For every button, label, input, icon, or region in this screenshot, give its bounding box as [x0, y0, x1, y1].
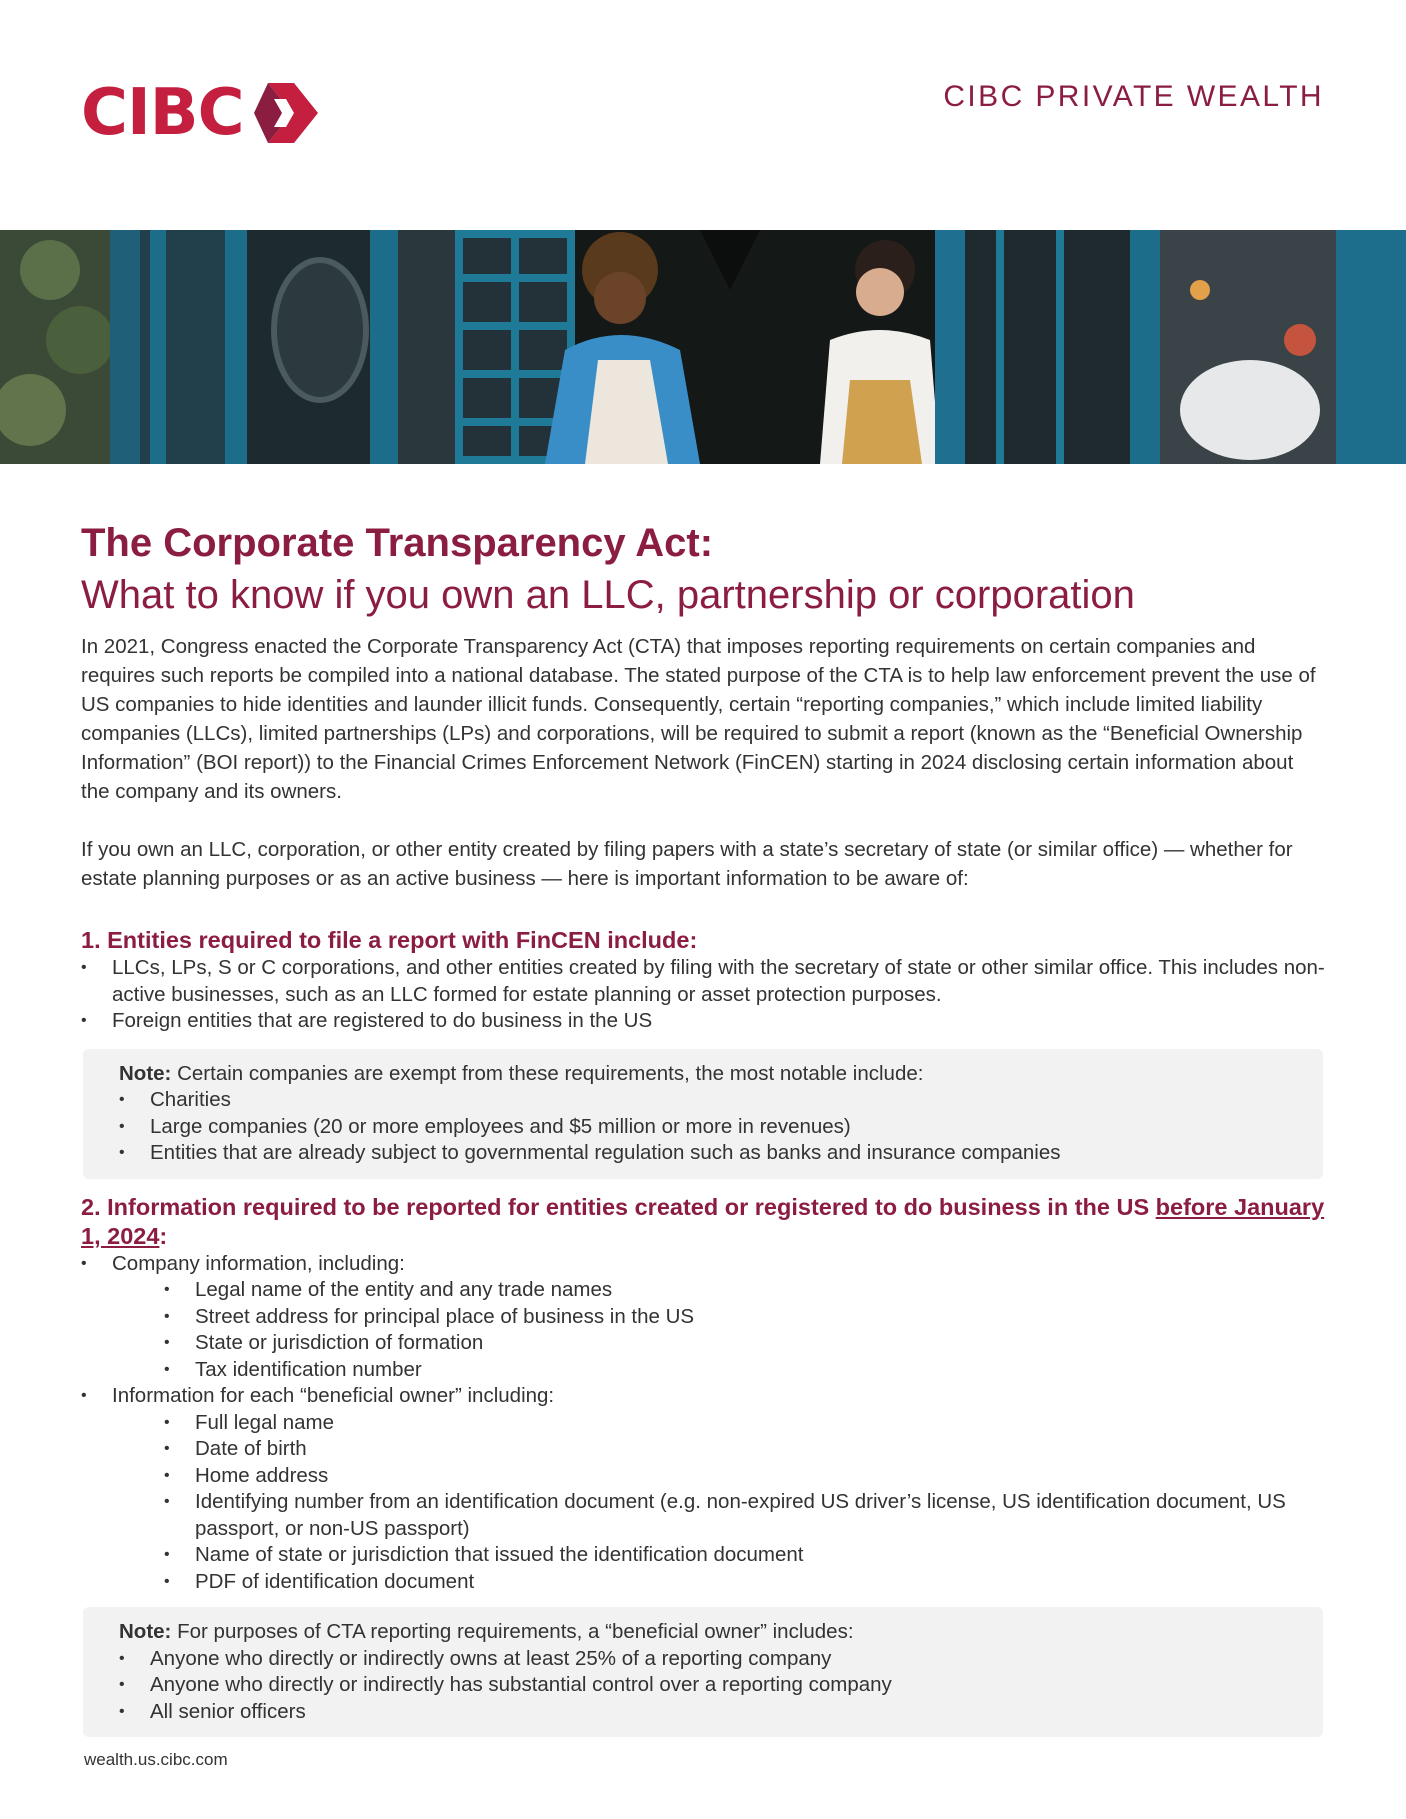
company-info-label: Company information, including:: [112, 1251, 405, 1275]
note-label: Note:: [119, 1061, 172, 1085]
note-list: [119, 1087, 1303, 1167]
list-item: [81, 1383, 1325, 1410]
list-item: [81, 1251, 1325, 1278]
note-heading: [119, 1619, 1303, 1646]
list-item: • Full legal name: [81, 1410, 1325, 1437]
list-item: • PDF of identification document: [81, 1569, 1325, 1596]
note-text: For purposes of CTA reporting requirements, a “beneficial owner” includes:: [177, 1620, 854, 1643]
section-2-heading-text: 2. Information required to be reported for entities created or registered to do business in the US: [81, 1193, 1156, 1220]
list-item: • State or jurisdiction of formation: [81, 1330, 1325, 1357]
diamond-logo-icon: [248, 81, 320, 145]
note-heading: [119, 1061, 1303, 1088]
company-info-list: [81, 1277, 1325, 1383]
list-item: • Anyone who directly or indirectly owns at least 25% of a reporting company: [119, 1646, 1303, 1673]
note-exemptions: [83, 1049, 1323, 1179]
list-item: • Street address for principal place of business in the US: [81, 1304, 1325, 1331]
owner-info-list: [81, 1410, 1325, 1596]
section-2-list-b: [81, 1383, 1325, 1410]
note-label: Note:: [119, 1620, 172, 1643]
note-list: [119, 1646, 1303, 1726]
logo-text: CIBC: [81, 76, 244, 150]
page-subtitle: What to know if you own an LLC, partnership or corporation: [81, 573, 1135, 617]
brand-name: CIBC PRIVATE WEALTH: [943, 80, 1324, 113]
note-text: Certain companies are exempt from these requirements, the most notable include:: [177, 1061, 924, 1085]
list-item: • Legal name of the entity and any trade names: [81, 1277, 1325, 1304]
section-2-heading-colon: :: [159, 1222, 168, 1249]
cibc-logo: [81, 76, 320, 150]
list-item: • LLCs, LPs, S or C corporations, and other entities created by filing with the secretary of state or other similar office. This includes non-active businesses, such as an LLC formed for estate planning or asset protection purposes.: [81, 955, 1325, 1008]
list-item: • All senior officers: [119, 1699, 1303, 1726]
intro-paragraph-1: In 2021, Congress enacted the Corporate Transparency Act (CTA) that imposes reporting requirements on certain companies and requires such reports be compiled into a national database. The stated purpose of the CTA is to help law enforcement prevent the use of US companies to hide identities and launder illicit funds. Consequently, certain “reporting companies,” which include limited liability companies (LLCs), limited partnerships (LPs) and corporations, will be required to submit a report (known as the “Beneficial Ownership Information” (BOI report)) to the Financial Crimes Enforcement Network (FinCEN) starting in 2024 disclosing certain information about the company and its owners.: [81, 635, 1316, 803]
list-item: • Tax identification number: [81, 1357, 1325, 1384]
page-title: The Corporate Transparency Act:: [81, 521, 714, 565]
section-1-list: [81, 955, 1325, 1035]
intro-paragraph-2: If you own an LLC, corporation, or other entity created by filing papers with a state’s secretary of state (or similar office) — whether for estate planning purposes or as an active business — here is important information to be aware of:: [81, 838, 1293, 890]
list-item: • Foreign entities that are registered to do business in the US: [81, 1008, 1325, 1035]
section-1-heading: 1. Entities required to file a report with FinCEN include:: [81, 927, 698, 953]
list-item: • Entities that are already subject to governmental regulation such as banks and insurance companies: [119, 1140, 1303, 1167]
hero-image: [0, 230, 1406, 464]
list-item: • Charities: [119, 1087, 1303, 1114]
section-2-list: [81, 1251, 1325, 1278]
note-beneficial-owner: [83, 1607, 1323, 1737]
list-item: • Large companies (20 or more employees and $5 million or more in revenues): [119, 1114, 1303, 1141]
footer-url: wealth.us.cibc.com: [84, 1750, 228, 1769]
section-2-heading: [81, 1193, 1325, 1251]
section-2-heading-date: before January 1, 2024: [81, 1193, 1325, 1249]
list-item: • Date of birth: [81, 1436, 1325, 1463]
list-item: • Identifying number from an identification document (e.g. non-expired US driver’s license, US identification document, US passport, or non-US passport): [81, 1489, 1325, 1542]
owner-info-label: Information for each “beneficial owner” including:: [112, 1384, 555, 1407]
list-item: • Anyone who directly or indirectly has substantial control over a reporting company: [119, 1672, 1303, 1699]
list-item: • Home address: [81, 1463, 1325, 1490]
list-item: • Name of state or jurisdiction that issued the identification document: [81, 1542, 1325, 1569]
main-content: [81, 520, 1325, 1737]
